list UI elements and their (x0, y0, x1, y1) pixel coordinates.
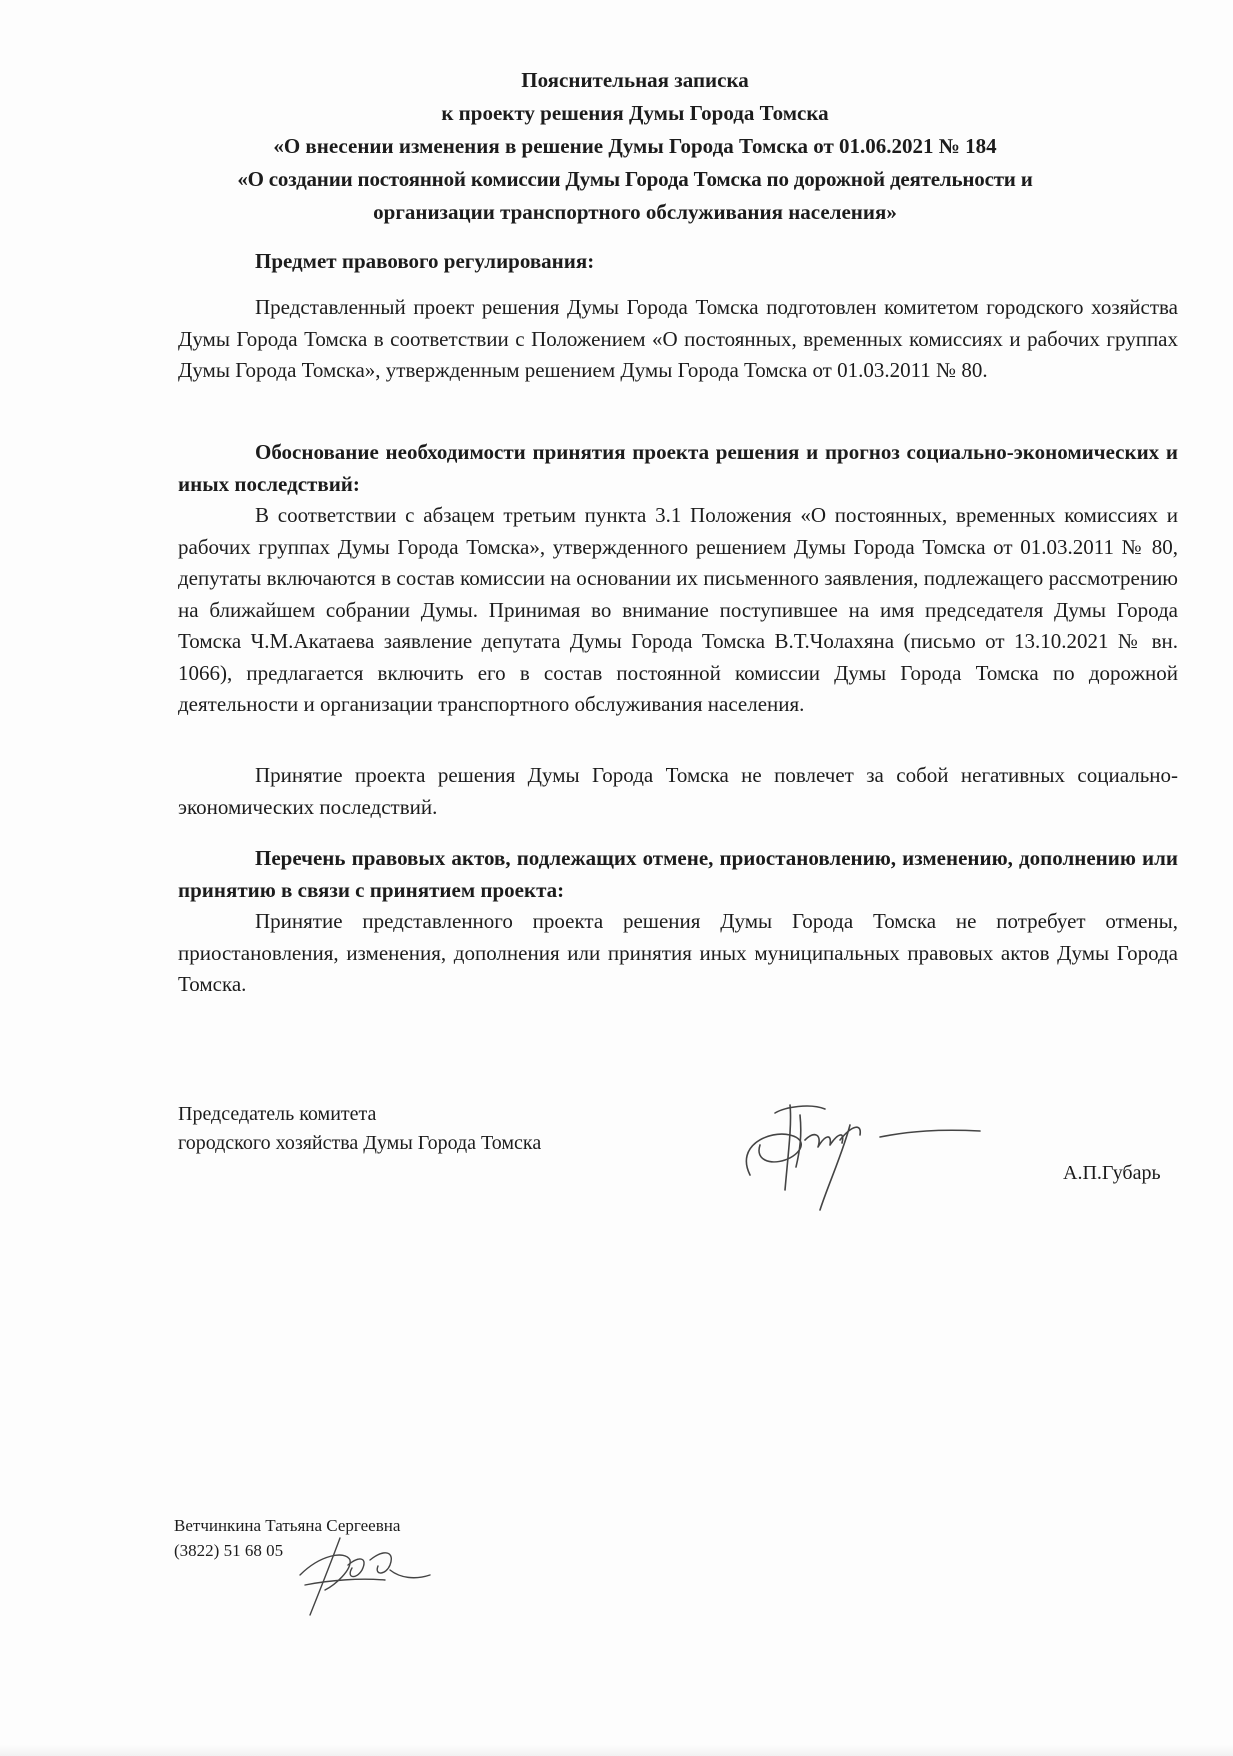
document-header (150, 64, 1120, 229)
executor-name: Ветчинкина Татьяна Сергеевна (174, 1516, 401, 1535)
subject-paragraph-block (178, 292, 1178, 387)
rationale-paragraph: В соответствии с абзацем третьим пункта 3.1 Положения «О постоянных, временных комиссиях и рабочих группах Думы Города Томска», утвержденного решением Думы Города Томска от 01.03.2011 № 80, депутаты включаются в состав комиссии на основании их письменного заявления, подлежащего рассмотрению на ближайшем собрании Думы. Принимая во внимание поступившее на имя председателя Думы Города Томска Ч.М.Акатаева заявление депутата Думы Города Томска В.Т.Чолахяна (письмо от 13.10.2021 № вн. 1066), предлагается включить его в состав постоянной комиссии Думы Города Томска по дорожной деятельности и организации транспортного обслуживания населения. (178, 503, 1178, 716)
acts-paragraph: Принятие представленного проекта решения Думы Города Томска не потребует отмены, приостановления, изменения, дополнения или принятия иных муниципальных правовых актов Думы Города Томска. (178, 909, 1178, 996)
page-bottom-edge (0, 1745, 1233, 1756)
signatory-position-line2: городского хозяйства Думы Города Томска (178, 1132, 542, 1154)
rationale-section-title: Обоснование необходимости принятия проекта решения и прогноз социально-экономических и иных последствий: (178, 440, 1178, 496)
signatory-name: А.П.Губарь (1063, 1162, 1161, 1184)
header-commission-line2: организации транспортного обслуживания населения» (373, 200, 897, 224)
acts-section-title: Перечень правовых актов, подлежащих отмене, приостановлению, изменению, дополнению или принятию в связи с принятием проекта: (178, 846, 1178, 902)
rationale-paragraph-block (178, 500, 1178, 721)
handwritten-signature-icon (730, 1085, 1000, 1215)
subject-section-title: Предмет правового регулирования: (255, 249, 595, 273)
signatory-position-line1: Председатель комитета (178, 1103, 377, 1125)
executor-phone: (3822) 51 68 05 (174, 1541, 284, 1560)
consequences-paragraph-block (178, 760, 1178, 823)
header-decision-reference: «О внесении изменения в решение Думы Города Томска от 01.06.2021 № 184 (273, 134, 997, 158)
header-commission-line1: «О создании постоянной комиссии Думы Города Томска по дорожной деятельности и (237, 167, 1033, 191)
subject-paragraph: Представленный проект решения Думы Города Томска подготовлен комитетом городского хозяйства Думы Города Томска в соответствии с Положением «О постоянных, временных комиссиях и рабочих группах Думы Города Томска», утвержденным решением Думы Города Томска от 01.03.2011 № 80. (178, 295, 1178, 382)
subject-section-title-block (178, 246, 1178, 278)
acts-section-title-block (178, 843, 1178, 906)
header-subtitle: к проекту решения Думы Города Томска (441, 101, 829, 125)
consequences-paragraph: Принятие проекта решения Думы Города Томска не повлечет за собой негативных социально-экономических последствий. (178, 763, 1178, 819)
executor-signature-icon (290, 1530, 460, 1620)
signatory-position (178, 1100, 541, 1158)
acts-paragraph-block (178, 906, 1178, 1001)
rationale-section-title-block (178, 437, 1178, 500)
header-title: Пояснительная записка (521, 68, 749, 92)
